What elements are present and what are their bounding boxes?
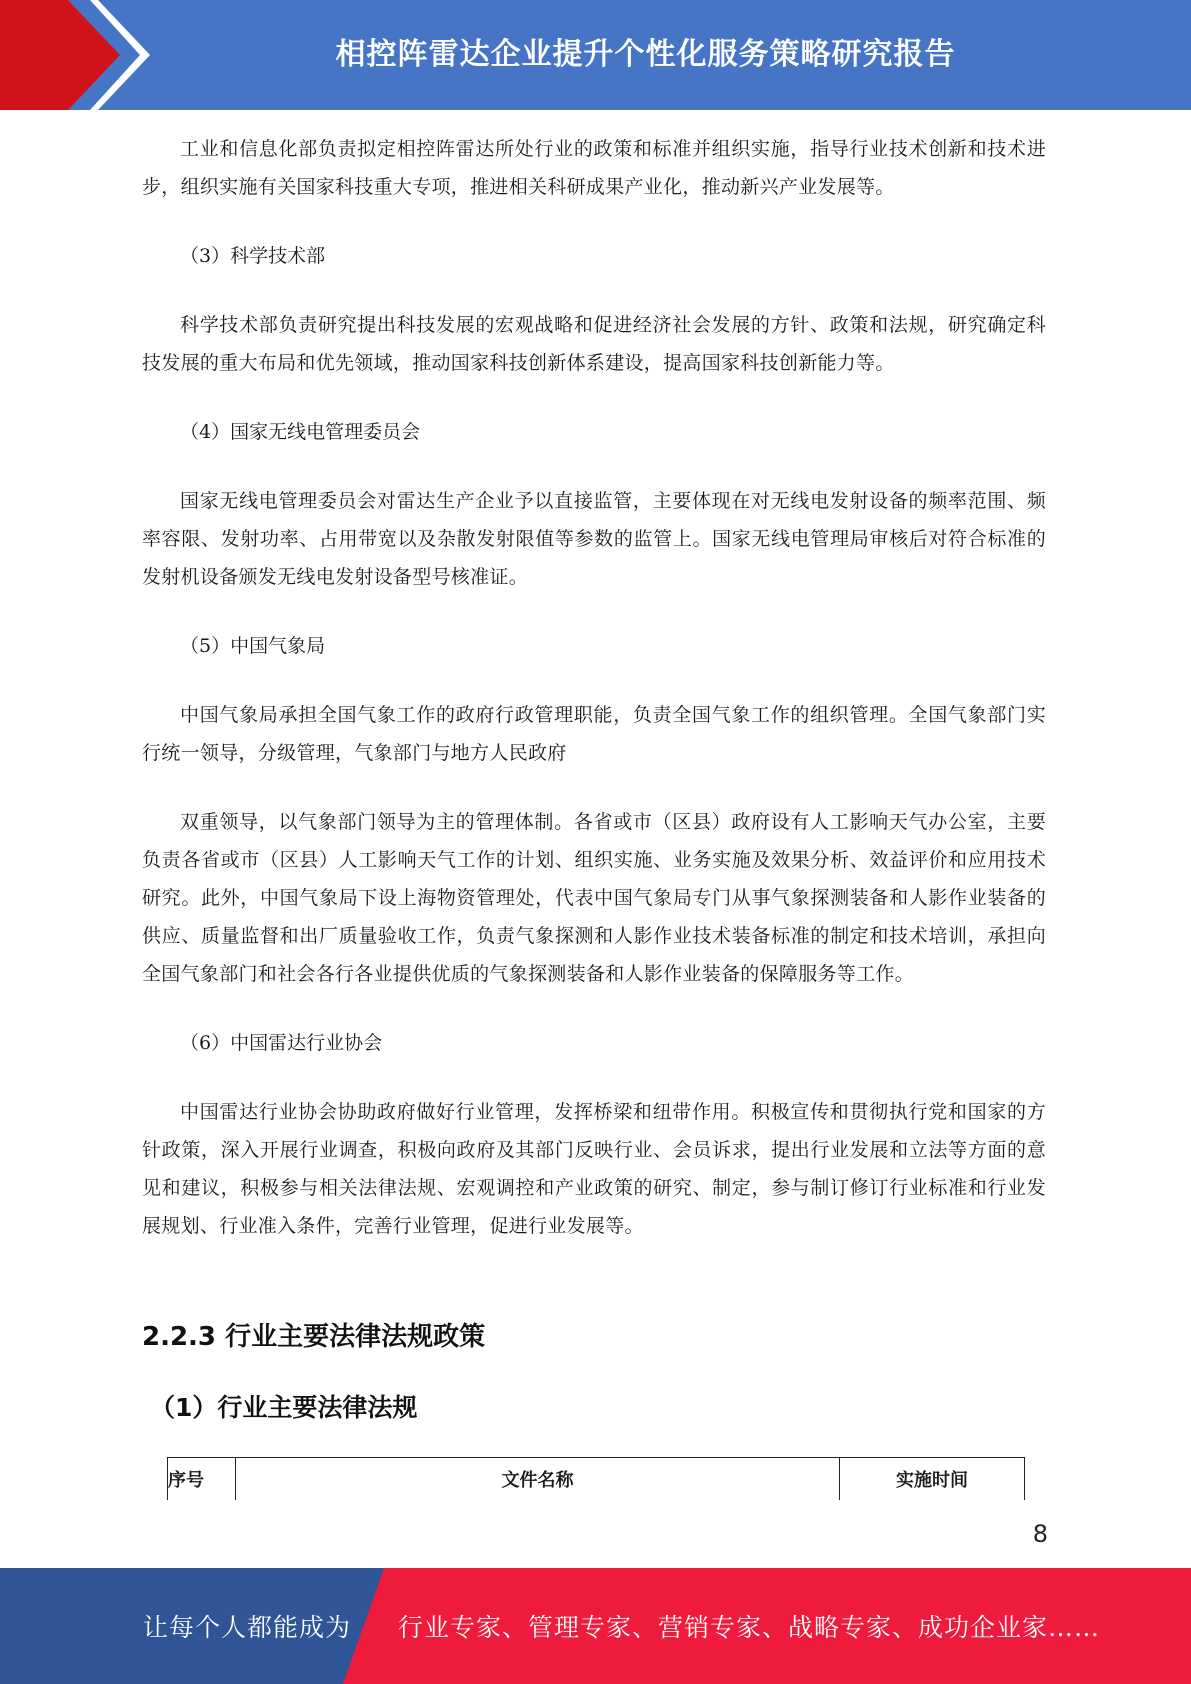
page-header — [0, 0, 1191, 110]
laws-table — [167, 1457, 1025, 1500]
main-content — [142, 130, 1046, 1245]
report-title: 相控阵雷达企业提升个性化服务策略研究报告 — [335, 37, 956, 72]
footer-slogan-right: 行业专家、管理专家、营销专家、战略专家、成功企业家…… — [398, 1613, 1101, 1642]
subsection-label: （3）科学技术部 — [180, 245, 326, 267]
paragraph: 国家无线电管理委员会对雷达生产企业予以直接监管，主要体现在对无线电发射设备的频率范围、频率容限、发射功率、占用带宽以及杂散发射限值等参数的监管上。国家无线电管理局审核后对符合标准的发射机设备颁发无线电发射设备型号核准证。 — [142, 490, 1046, 588]
paragraph: 中国雷达行业协会协助政府做好行业管理，发挥桥梁和纽带作用。积极宣传和贯彻执行党和国家的方针政策，深入开展行业调查，积极向政府及其部门反映行业、会员诉求，提出行业发展和立法等方面的意见和建议，积极参与相关法律法规、宏观调控和产业政策的研究、制定，参与制订修订行业标准和行业发展规划、行业准入条件，完善行业管理，促进行业发展等。 — [142, 1101, 1046, 1237]
paragraph: 工业和信息化部负责拟定相控阵雷达所处行业的政策和标准并组织实施，指导行业技术创新和技术进步，组织实施有关国家科技重大专项，推进相关科研成果产业化，推动新兴产业发展等。 — [142, 138, 1046, 198]
paragraph: 科学技术部负责研究提出科技发展的宏观战略和促进经济社会发展的方针、政策和法规，研究确定科技发展的重大布局和优先领域，推动国家科技创新体系建设，提高国家科技创新能力等。 — [142, 314, 1046, 374]
column-header-document-name: 文件名称 — [236, 1458, 840, 1501]
footer-slogan-left: 让每个人都能成为 — [143, 1613, 352, 1642]
page-number: 8 — [1032, 1520, 1048, 1548]
subsection-label: （6）中国雷达行业协会 — [180, 1032, 383, 1054]
column-header-effective-date: 实施时间 — [840, 1458, 1025, 1501]
page-footer — [0, 1568, 1191, 1684]
paragraph: 双重领导，以气象部门领导为主的管理体制。各省或市（区县）政府设有人工影响天气办公室，主要负责各省或市（区县）人工影响天气工作的计划、组织实施、业务实施及效果分析、效益评价和应用技术研究。此外，中国气象局下设上海物资管理处，代表中国气象局专门从事气象探测装备和人影作业装备的供应、质量监督和出厂质量验收工作，负责气象探测和人影作业技术装备标准的制定和技术培训，承担向全国气象部门和社会各行各业提供优质的气象探测装备和人影作业装备的保障服务等工作。 — [142, 811, 1046, 985]
paragraph: 中国气象局承担全国气象工作的政府行政管理职能，负责全国气象工作的组织管理。全国气象部门实行统一领导，分级管理，气象部门与地方人民政府 — [142, 704, 1046, 764]
table-header-row — [168, 1458, 1025, 1501]
subsection-label: （4）国家无线电管理委员会 — [180, 421, 421, 443]
column-header-index: 序号 — [168, 1458, 236, 1501]
subsection-label: （5）中国气象局 — [180, 635, 326, 657]
section-heading: 2.2.3 行业主要法律法规政策 — [142, 1322, 486, 1352]
subsection-heading: （1）行业主要法律法规 — [150, 1393, 418, 1422]
